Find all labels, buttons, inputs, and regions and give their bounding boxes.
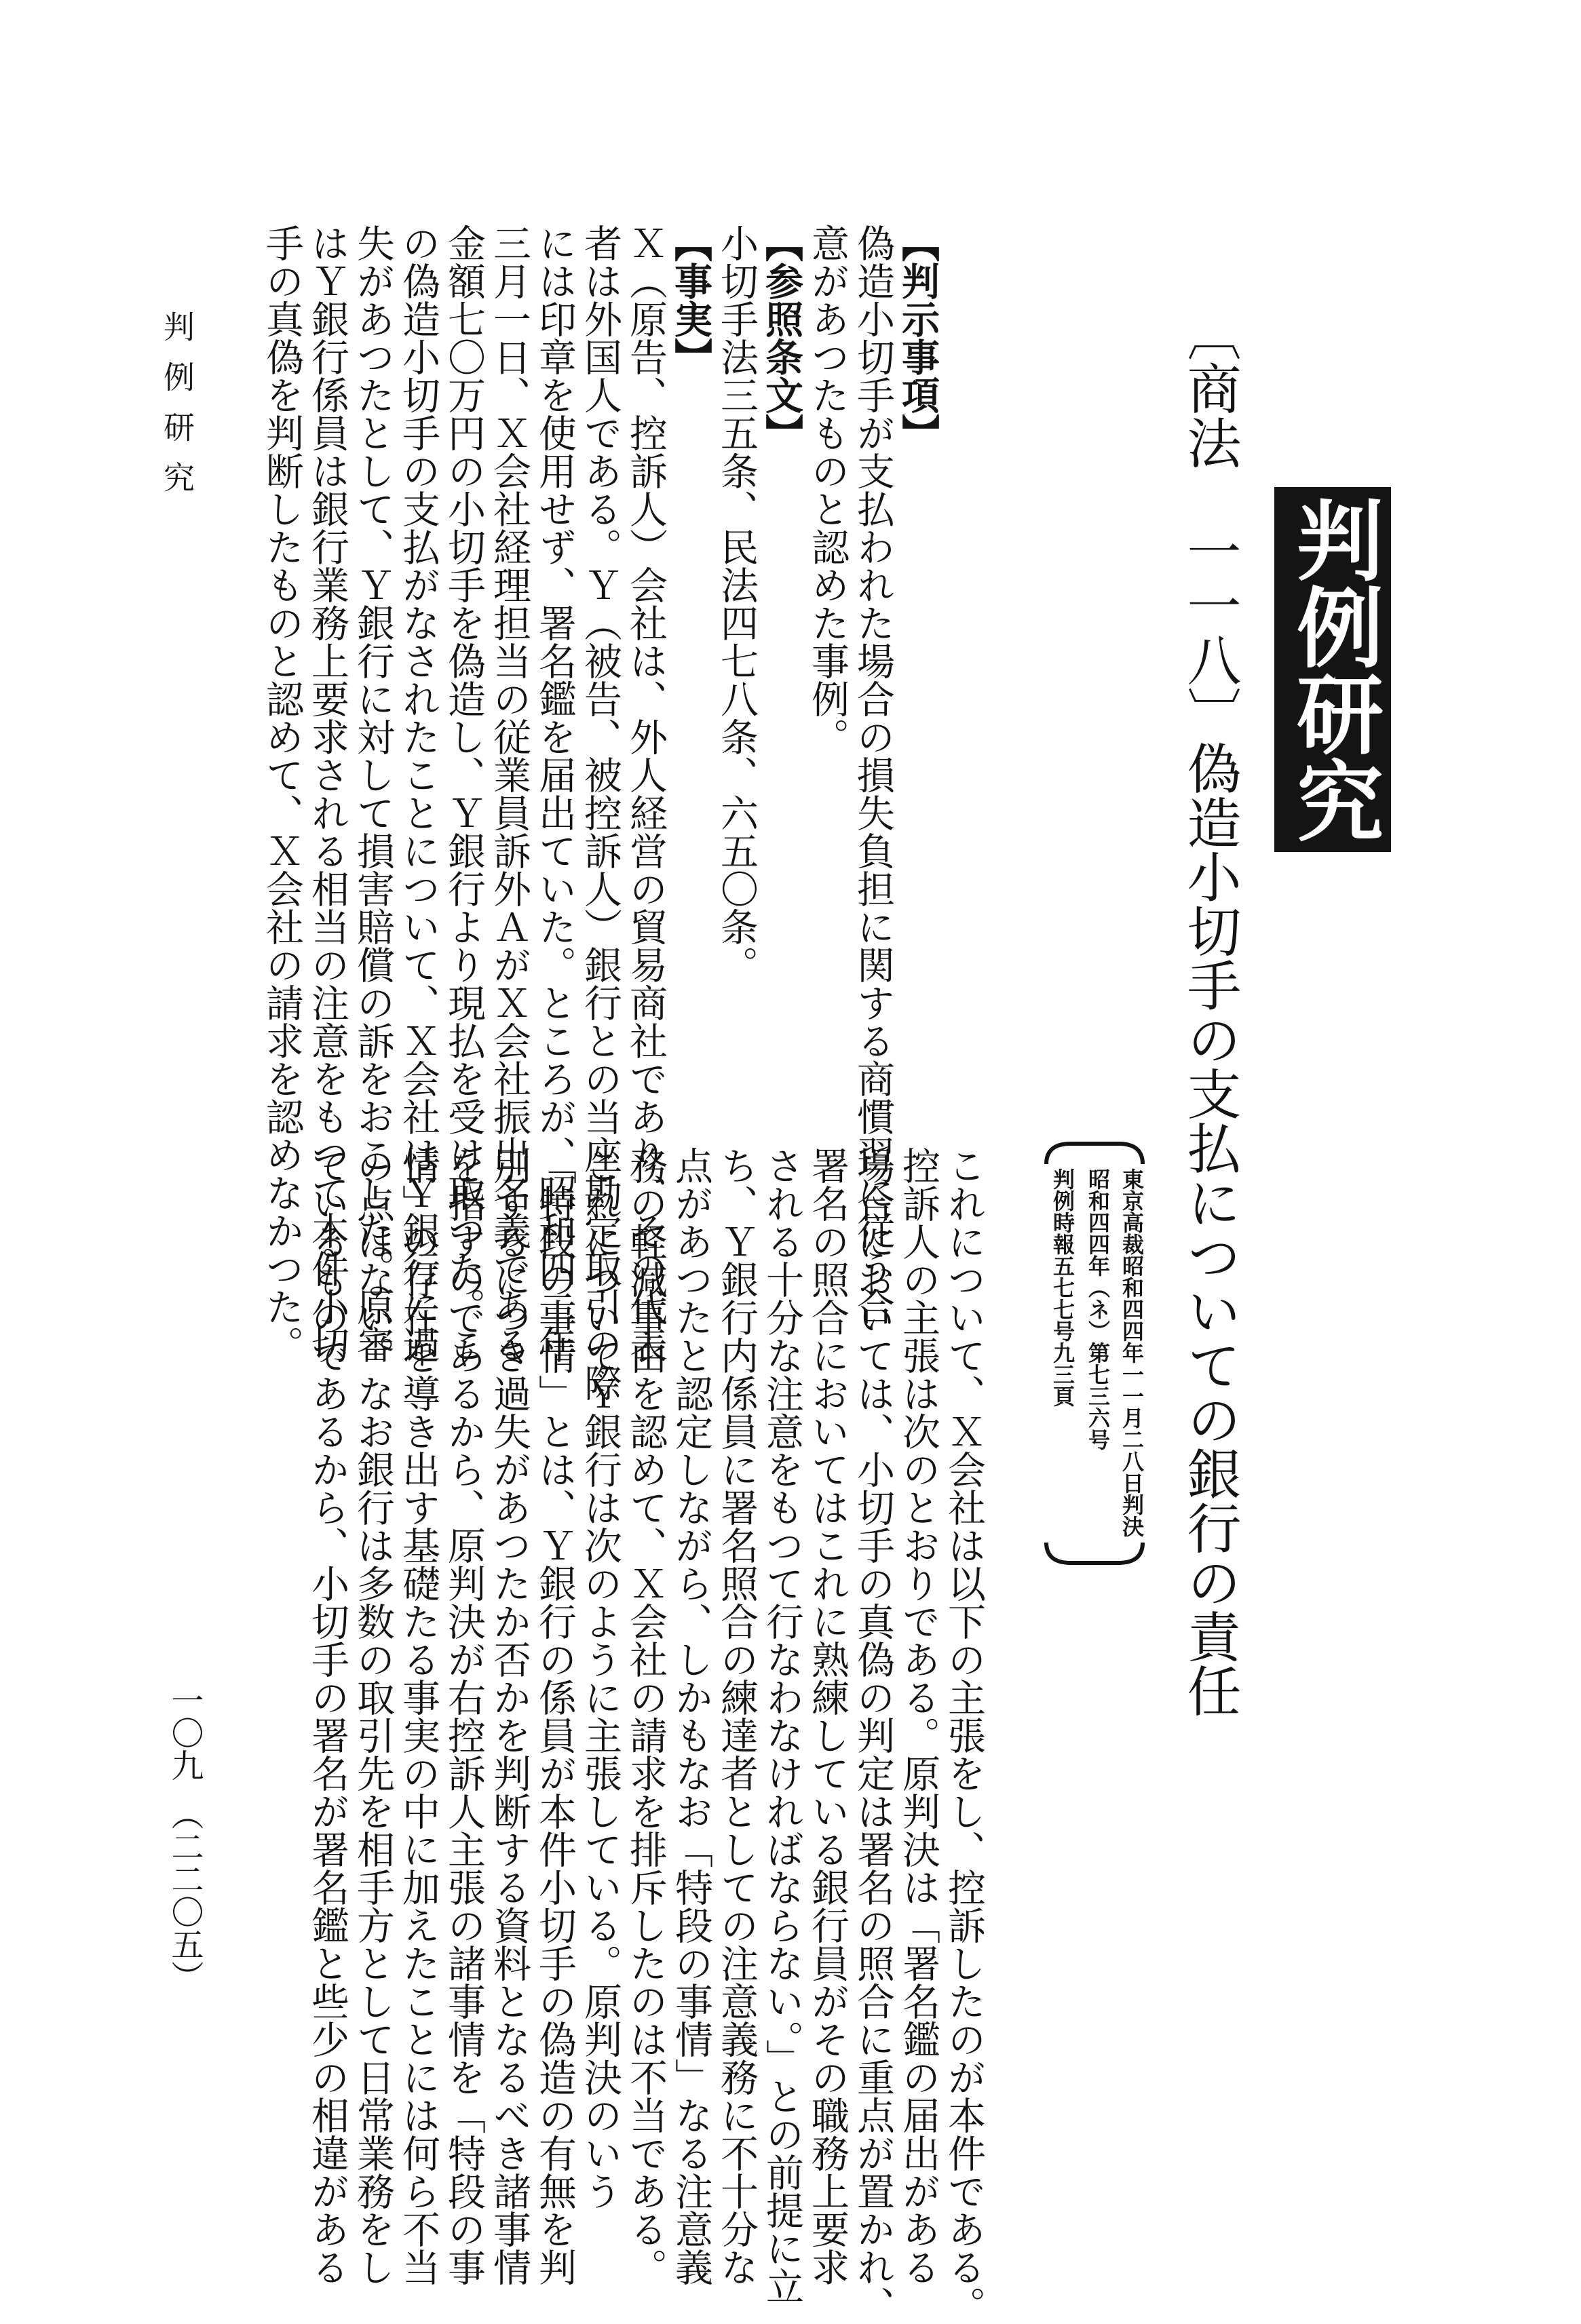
- text-column: 偽造小切手が支払われた場合の損失負担に関する商慣習に従う合: [851, 224, 895, 1325]
- text-column: 控訴人の主張は次のとおりである。原判決は「署名鑑の届出がある: [896, 1146, 940, 2286]
- text-column: の偽造小切手の支払がなされたことについて、Ｘ会社はＹ銀行に過: [396, 224, 440, 1363]
- text-column: には印章を使用せず、署名鑑を届出ていた。ところが、昭和四二年: [533, 224, 577, 1363]
- citation-bracket-bottom: [1044, 1540, 1145, 1567]
- section-badge: 判例研究: [1274, 487, 1391, 852]
- citation-line-court: 東京高裁昭和四四年一一月二八日判決: [1119, 1168, 1145, 1537]
- text-column: はＹ銀行係員は銀行業務上要求される相当の注意をもつて本件小切: [305, 224, 349, 1363]
- page-number: 一〇九 （二二〇五）: [166, 1684, 204, 1993]
- text-column: 場合においては、小切手の真偽の判定は署名の照合に重点が置かれ、: [851, 1146, 895, 2324]
- text-column: 別するにつき過失があつたか否かを判断する資料となるべき諸事情: [487, 1146, 531, 2286]
- text-column: 務の軽減事由を認めて、Ｘ会社の請求を排斥したのは不当である。: [624, 1146, 668, 2286]
- article-title: 〔商法 一一八〕偽造小切手の支払についての銀行の責任: [1178, 307, 1241, 1718]
- text-column: これについて、Ｘ会社は以下の主張をし、控訴したのが本件である。: [942, 1146, 986, 2324]
- heading-statutes: 【参照条文】: [759, 224, 804, 452]
- text-column: これについてＹ銀行は次のように主張している。原判決のいう: [578, 1146, 622, 2210]
- running-head: 判例研究: [159, 311, 195, 511]
- text-column: 署名の照合においてはこれに熟練している銀行員がその職務上要求: [805, 1146, 850, 2286]
- heading-facts: 【事実】: [668, 224, 713, 376]
- text-column: 手の真偽を判断したものと認めて、Ｘ会社の請求を認めなかつた。: [260, 224, 304, 1363]
- text-column: 小切手法三五条、民法四七八条、六五〇条。: [715, 224, 759, 984]
- text-column: を指すのであるから、原判決が右控訴人主張の諸事情を「特段の事: [442, 1146, 486, 2286]
- citation-line-docket: 昭和四四年（ネ）第七三六号: [1085, 1168, 1111, 1450]
- text-column: 点があつたと認定しながら、しかもなお「特段の事情」なる注意義: [669, 1146, 713, 2286]
- text-column: 「特段の事情」とは、Ｙ銀行の係員が本件小切手の偽造の有無を判: [533, 1146, 577, 2286]
- text-column: 三月一日、Ｘ会社経理担当の従業員訴外ＡがＸ会社振出名義である: [487, 224, 531, 1363]
- citation-bracket-top: [1044, 1140, 1145, 1167]
- text-column: 意があつたものと認めた事例。: [805, 224, 850, 756]
- text-column: 情」の存在を導き出す基礎たる事実の中に加えたことには何ら不当: [396, 1146, 440, 2286]
- heading-holding: 【判示事項】: [896, 224, 940, 452]
- text-column: ち、Ｙ銀行内係員に署名照合の練達者としての注意義務に不十分な: [715, 1146, 759, 2286]
- text-column: ているものであるから、小切手の署名が署名鑑と些少の相違がある: [305, 1146, 349, 2286]
- text-column: される十分な注意をもつて行なわなければならない。」との前提に立: [760, 1146, 804, 2305]
- text-column: Ｘ（原告、控訴人）会社は、外人経営の貿易商社であり、その代表: [624, 224, 668, 1363]
- text-column: 者は外国人である。Ｙ（被告、被控訴人）銀行との当座勘定取引の際: [578, 224, 622, 1401]
- text-column: 失があつたとして、Ｙ銀行に対して損害賠償の訴をおこした。原審: [351, 224, 395, 1363]
- citation-line-reporter: 判例時報五七七号九三頁: [1050, 1168, 1075, 1407]
- text-column: 金額七〇万円の小切手を偽造し、Ｙ銀行より現払を受け取つた。こ: [442, 224, 486, 1363]
- text-column: の点はない。なお銀行は多数の取引先を相手方として日常業務をし: [351, 1146, 395, 2286]
